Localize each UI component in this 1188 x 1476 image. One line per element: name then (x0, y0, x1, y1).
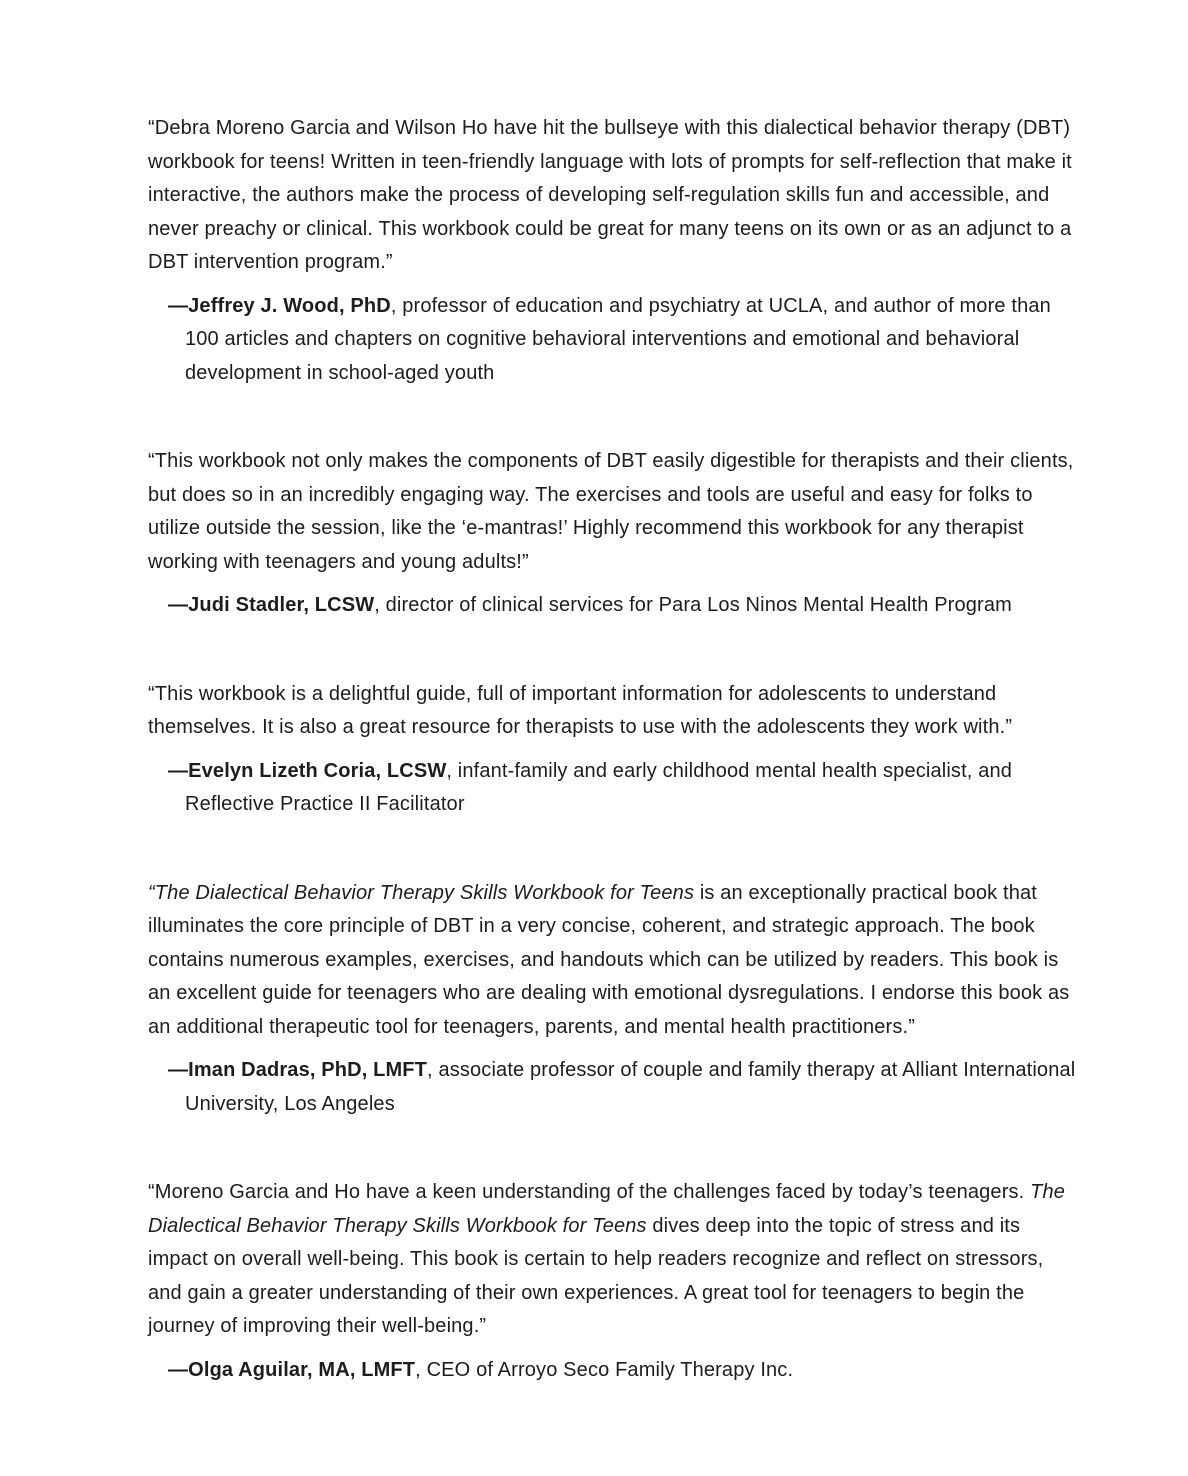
endorsement-attribution (148, 1354, 1080, 1388)
endorsement-quote (148, 877, 1080, 1045)
endorsement-block (148, 445, 1080, 623)
quote-text: “This workbook not only makes the components of DBT easily digestible for therapists and their clients, but does so in an incredibly engaging way. The exercises and tools are useful and easy for folks to utilize outside the session, like the ‘e-mantras!’ Highly recommend this workbook for any therapist working with teenagers and young adults!” (148, 450, 1074, 573)
endorsement-quote (148, 445, 1080, 579)
endorsement-block (148, 112, 1080, 390)
attribution-name: Judi Stadler, LCSW (188, 594, 375, 616)
endorsement-attribution (148, 290, 1080, 391)
book-title-italic: The Dialectical Behavior Therapy Skills Workbook for Teens (148, 1181, 1065, 1237)
attribution-name: Iman Dadras, PhD, LMFT (188, 1059, 428, 1081)
em-dash: — (168, 1059, 189, 1081)
endorsement-attribution (148, 755, 1080, 822)
endorsements-list (148, 112, 1080, 1387)
endorsement-quote (148, 112, 1080, 280)
endorsement-attribution (148, 1054, 1080, 1121)
attribution-role: , director of clinical services for Para Los Ninos Mental Health Program (374, 594, 1012, 616)
endorsement-block (148, 678, 1080, 822)
endorsement-quote (148, 678, 1080, 745)
em-dash: — (168, 294, 189, 317)
endorsement-block (148, 877, 1080, 1122)
quote-text: dives deep into the topic of stress and its impact on overall well-being. This book is certain to help readers recognize and reflect on stressors, and gain a greater understanding of their own experiences. A great tool for teenagers to begin the journey of improving their well-being.” (148, 1214, 1044, 1337)
book-title-italic: “The Dialectical Behavior Therapy Skills Workbook for Teens (148, 881, 695, 904)
endorsement-quote (148, 1176, 1080, 1344)
em-dash: — (168, 759, 189, 782)
attribution-role: , infant-family and early childhood mental health specialist, and Reflective Practice II Facilitator (185, 759, 1013, 815)
quote-text: “Moreno Garcia and Ho have a keen understanding of the challenges faced by today’s teenagers. (148, 1181, 1031, 1203)
em-dash: — (168, 1358, 189, 1381)
em-dash: — (168, 594, 189, 616)
endorsement-attribution (148, 589, 1080, 623)
attribution-role: , associate professor of couple and family therapy at Alliant International University, Los Angeles (185, 1059, 1076, 1115)
quote-text: is an exceptionally practical book that illuminates the core principle of DBT in a very concise, coherent, and strategic approach. The book contains numerous examples, exercises, and handouts which can be utilized by readers. This book is an excellent guide for teenagers who are dealing with emotional dysregulations. I endorse this book as an additional therapeutic tool for teenagers, parents, and mental health practitioners.” (148, 881, 1070, 1038)
attribution-role: , professor of education and psychiatry at UCLA, and author of more than 100 articles and chapters on cognitive behavioral interventions and emotional and behavioral development in school-aged youth (185, 294, 1051, 384)
attribution-name: Evelyn Lizeth Coria, LCSW (188, 759, 447, 782)
quote-text: “Debra Moreno Garcia and Wilson Ho have hit the bullseye with this dialectical behavior therapy (DBT) workbook for teens! Written in teen-friendly language with lots of prompts for self-reflection that make it interactive, the authors make the process of developing self-regulation skills fun and accessible, and never preachy or clinical. This workbook could be great for many teens on its own or as an adjunct to a DBT intervention program.” (148, 117, 1072, 273)
attribution-role: , CEO of Arroyo Seco Family Therapy Inc. (415, 1358, 794, 1381)
attribution-name: Jeffrey J. Wood, PhD (188, 294, 391, 317)
quote-text: “This workbook is a delightful guide, full of important information for adolescents to understand themselves. It is also a great resource for therapists to use with the adolescents they work with.” (148, 682, 1013, 738)
endorsement-block (148, 1176, 1080, 1387)
attribution-name: Olga Aguilar, MA, LMFT (188, 1358, 416, 1381)
